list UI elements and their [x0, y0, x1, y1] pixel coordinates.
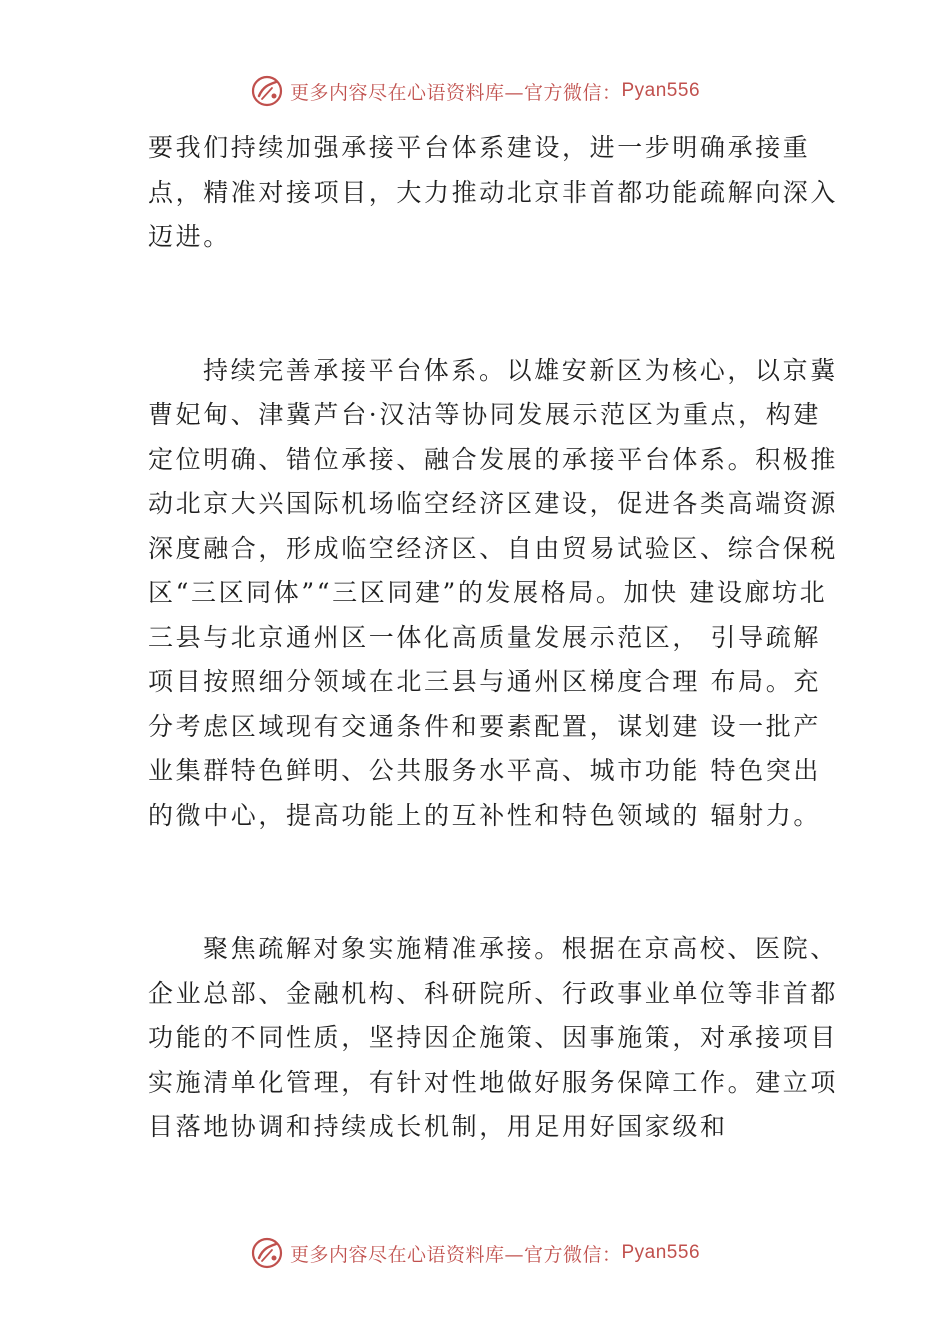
paragraph-3: 聚焦疏解对象实施精准承接。根据在京高校、医院、企业总部、金融机构、科研院所、行政事业单位等非首都功能的不同性质，坚持因企施策、因事施策，对承接项目实施清单化管理，有针对性地做好服务保障工作。建立项目落地协调和持续成长机制，用足用好国家级和 — [148, 934, 839, 1141]
logo-icon — [250, 74, 284, 108]
footer-watermark — [0, 1236, 950, 1270]
header-watermark — [0, 74, 950, 108]
watermark-text: 更多内容尽在心语资料库—官方微信： — [289, 1243, 622, 1266]
logo-icon — [250, 1236, 284, 1270]
watermark-text: 更多内容尽在心语资料库—官方微信： — [289, 81, 622, 104]
watermark-wechat-id: Pyan556 — [621, 1242, 701, 1263]
paragraph-2: 持续完善承接平台体系。以雄安新区为核心，以京冀曹妃甸、津冀芦台·汉沽等协同发展示范区为重点，构建定位明确、错位承接、融合发展的承接平台体系。积极推动北京大兴国际机场临空经济区建设，促进各类高端资源深度融合，形成临空经济区、自由贸易试验区、综合保税区“三区同体”“三区同建”的发展格局。加快 建设廊坊北三县与北京通州区一体化高质量发展示范区， 引导疏解项目按照细分领域在北三县与通州区梯度合理 布局。充分考虑区域现有交通条件和要素配置，谋划建 设一批产业集群特色鲜明、公共服务水平高、城市功能 特色突出的微中心，提高功能上的互补性和特色领域的 辐射力。 — [148, 355, 839, 830]
watermark-wechat-id: Pyan556 — [621, 80, 701, 101]
paragraph-1: 要我们持续加强承接平台体系建设，进一步明确承接重点，精准对接项目，大力推动北京非首都功能疏解向深入迈进。 — [148, 133, 839, 251]
document-body — [148, 126, 838, 1150]
